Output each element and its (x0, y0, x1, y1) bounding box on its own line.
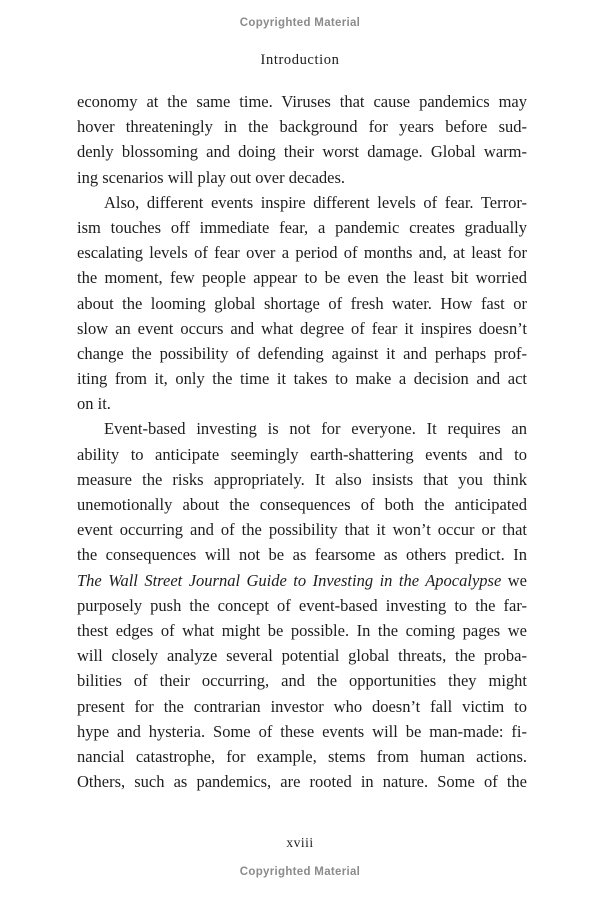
body-segment: about the looming global shortage of fresh water. How fast or (77, 293, 527, 313)
body-segment: the consequences will not be as fearsome as others predict. In (77, 545, 527, 565)
body-line (77, 467, 527, 492)
body-segment: ism touches off immediate fear, a pandemic creates gradually (77, 217, 527, 237)
body-segment: measure the risks appropriately. It also insists that you think (77, 469, 527, 489)
body-segment: we (501, 570, 527, 590)
body-line (77, 190, 527, 215)
body-line (77, 291, 527, 316)
body-text (77, 89, 527, 794)
body-segment: economy at the same time. Viruses that cause pandemics may (77, 92, 527, 111)
body-line (77, 341, 527, 366)
body-segment: thest edges of what might be possible. In the coming pages we (77, 620, 527, 640)
copyright-notice-top: Copyrighted Material (239, 17, 361, 29)
body-segment: slow an event occurs and what degree of fear it inspires doesn’t (77, 318, 527, 338)
page-number: xviii (286, 835, 314, 850)
body-segment: escalating levels of fear over a period of months and, at least for (77, 243, 527, 263)
body-segment: Event-based investing is not for everyone. It requires an (104, 419, 527, 439)
body-segment: Also, different events inspire different levels of fear. Terror- (104, 192, 527, 212)
body-line (77, 114, 527, 139)
body-line (77, 416, 527, 441)
body-segment: present for the contrarian investor who doesn’t fall victim to (77, 696, 527, 716)
body-line (77, 139, 527, 164)
body-segment: unemotionally about the consequences of both the anticipated (77, 495, 527, 514)
body-segment: ing scenarios will play out over decades. (77, 167, 346, 187)
body-segment: iting from it, only the time it takes to make a decision and act (77, 369, 527, 389)
body-line (77, 517, 527, 542)
body-line (77, 492, 527, 517)
body-line (77, 668, 527, 693)
body-line (77, 694, 527, 719)
body-segment: event occurring and of the possibility that it won’t occur or that (77, 520, 527, 540)
body-line (77, 165, 527, 190)
body-segment: Others, such as pandemics, are rooted in nature. Some of the (77, 772, 527, 792)
body-segment: hover threateningly in the background for years before sud- (77, 117, 527, 137)
body-line (77, 366, 527, 391)
copyright-notice-bottom: Copyrighted Material (239, 866, 361, 878)
body-line (77, 542, 527, 567)
body-segment: purposely push the concept of event-based investing to the far- (77, 595, 527, 615)
body-segment: denly blossoming and doing their worst damage. Global warm- (77, 142, 527, 162)
body-line (77, 391, 527, 416)
body-line (77, 643, 527, 668)
body-line (77, 215, 527, 240)
body-line (77, 568, 527, 593)
body-segment: nancial catastrophe, for example, stems from human actions. (77, 746, 527, 766)
chapter-title: Introduction (260, 52, 340, 68)
body-line (77, 744, 527, 769)
body-line (77, 618, 527, 643)
body-line (77, 240, 527, 265)
body-line (77, 89, 527, 114)
body-segment: change the possibility of defending against it and perhaps prof- (77, 343, 527, 363)
body-segment-italic: The Wall Street Journal Guide to Investing in the Apocalypse (77, 570, 502, 590)
body-segment: the moment, few people appear to be even the least bit worried (77, 268, 527, 288)
body-segment: ability to anticipate seemingly earth-shattering events and to (77, 444, 527, 464)
body-segment: will closely analyze several potential global threats, the proba- (77, 646, 527, 666)
body-line (77, 316, 527, 341)
body-line (77, 442, 527, 467)
body-line (77, 265, 527, 290)
body-line (77, 719, 527, 744)
body-line (77, 769, 527, 794)
body-segment: hype and hysteria. Some of these events will be man-made: fi- (77, 721, 527, 741)
body-segment: on it. (77, 394, 111, 414)
body-segment: bilities of their occurring, and the opportunities they might (77, 671, 527, 691)
body-line (77, 593, 527, 618)
